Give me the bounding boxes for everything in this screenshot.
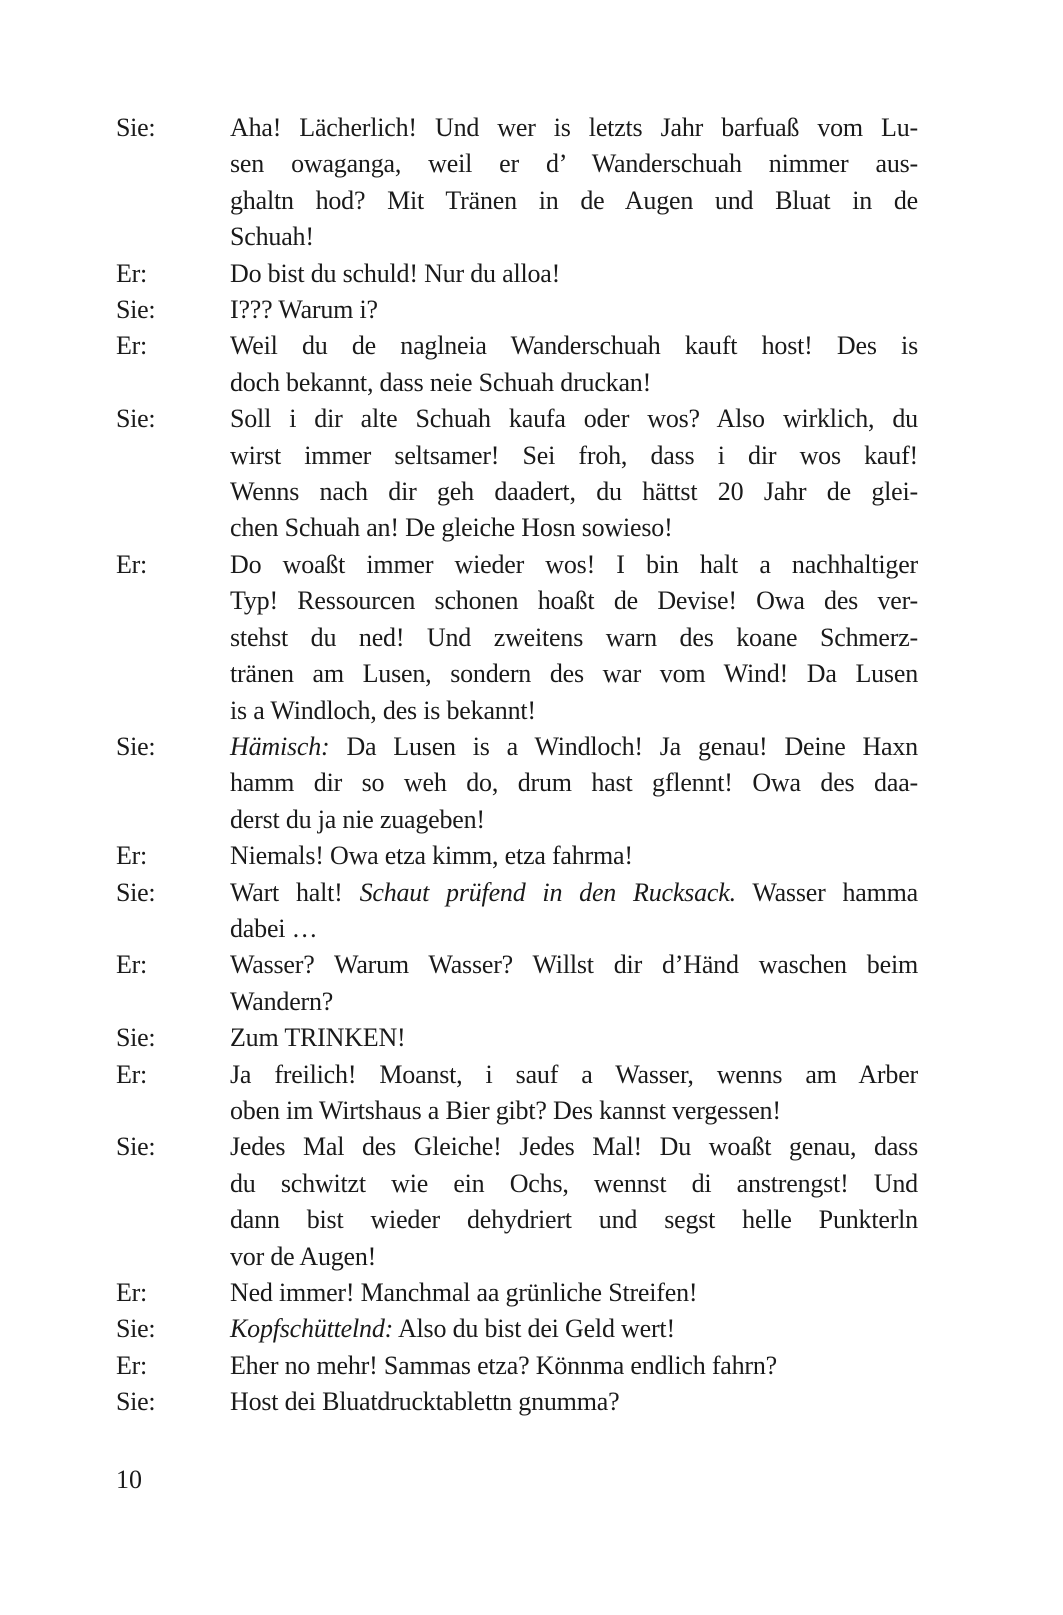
spoken-text: du schwitzt wie ein Ochs, wennst di anstrengst! Und — [230, 1168, 918, 1198]
spoken-text: Also du bist dei Geld wert! — [393, 1314, 675, 1344]
spoken-text: is a Windloch, des is bekannt! — [230, 695, 536, 725]
spoken-text: Soll i dir alte Schuah kaufa oder wos? Also wirklich, du — [230, 404, 918, 434]
dialogue-block — [116, 110, 918, 1421]
text-line — [230, 765, 918, 801]
speaker-label: Er: — [116, 841, 147, 871]
spoken-text: stehst du ned! Und zweitens warn des koane Schmerz- — [230, 622, 918, 652]
speech-text — [230, 838, 918, 874]
text-line — [230, 583, 918, 619]
spoken-text: oben im Wirtshaus a Bier gibt? Des kannst vergessen! — [230, 1095, 781, 1125]
spoken-text: Ned immer! Manchmal aa grünliche Streifen! — [230, 1278, 698, 1307]
stage-direction: Hämisch: — [230, 731, 330, 761]
text-line — [230, 1129, 918, 1165]
speaker-label: Er: — [116, 549, 147, 579]
spoken-text: Jedes Mal des Gleiche! Jedes Mal! Du woaßt genau, dass — [230, 1132, 918, 1162]
text-line — [230, 838, 918, 874]
text-line — [230, 401, 918, 437]
dialogue-turn — [116, 875, 918, 948]
text-line — [230, 1275, 918, 1311]
spoken-text: vor de Augen! — [230, 1241, 377, 1271]
speaker-label: Er: — [116, 1059, 147, 1089]
text-line — [230, 183, 918, 219]
text-line — [230, 256, 918, 292]
spoken-text: doch bekannt, dass neie Schuah druckan! — [230, 367, 652, 397]
speaker-label: Sie: — [116, 1023, 156, 1053]
dialogue-turn — [116, 292, 918, 328]
dialogue-turn — [116, 256, 918, 292]
text-line — [230, 365, 918, 401]
speech-text — [230, 1384, 918, 1420]
spoken-text: Da Lusen is a Windloch! Ja genau! Deine Haxn — [329, 731, 918, 761]
dialogue-turn — [116, 1275, 918, 1311]
speaker-label: Sie: — [116, 1132, 156, 1162]
speech-text — [230, 729, 918, 838]
dialogue-turn — [116, 328, 918, 401]
speech-text — [230, 256, 918, 292]
text-line — [230, 1311, 918, 1347]
spoken-text: Typ! Ressourcen schonen hoaßt de Devise! Owa des ver- — [230, 586, 918, 616]
spoken-text: Do woaßt immer wieder wos! I bin halt a nachhaltiger — [230, 549, 918, 579]
spoken-text: Wenns nach dir geh daadert, du hättst 20 Jahr de glei- — [230, 477, 918, 507]
spoken-text: Schuah! — [230, 222, 314, 252]
text-line — [230, 1166, 918, 1202]
dialogue-turn — [116, 1020, 918, 1056]
page-number: 10 — [116, 1465, 142, 1494]
text-line — [230, 510, 918, 546]
text-line — [230, 1239, 918, 1275]
spoken-text: Wart halt! — [230, 877, 360, 907]
speaker-label: Er: — [116, 258, 147, 288]
speaker-label: Sie: — [116, 1387, 156, 1417]
spoken-text: ghaltn hod? Mit Tränen in de Augen und Bluat in de — [230, 185, 918, 215]
text-line — [230, 547, 918, 583]
dialogue-turn — [116, 401, 918, 547]
speech-text — [230, 1020, 918, 1056]
speech-text — [230, 1348, 918, 1384]
dialogue-turn — [116, 838, 918, 874]
text-line — [230, 1057, 918, 1093]
text-line — [230, 729, 918, 765]
spoken-text: Do bist du schuld! Nur du alloa! — [230, 258, 561, 288]
speaker-label: Er: — [116, 1278, 147, 1307]
speech-text — [230, 547, 918, 729]
speech-text — [230, 1275, 918, 1311]
text-line — [230, 1020, 918, 1056]
speaker-label: Sie: — [116, 113, 156, 142]
text-line — [230, 875, 918, 911]
spoken-text: Zum TRINKEN! — [230, 1023, 406, 1053]
speech-text — [230, 401, 918, 547]
speech-text — [230, 947, 918, 1020]
dialogue-turn — [116, 1057, 918, 1130]
spoken-text: dann bist wieder dehydriert und segst helle Punkterln — [230, 1205, 918, 1235]
speech-text — [230, 1129, 918, 1275]
spoken-text: Wandern? — [230, 986, 334, 1016]
speaker-label: Er: — [116, 331, 147, 361]
spoken-text: Weil du de naglneia Wanderschuah kauft host! Des is — [230, 331, 918, 361]
speech-text — [230, 292, 918, 328]
dialogue-turn — [116, 110, 918, 256]
text-line — [230, 693, 918, 729]
spoken-text: dabei … — [230, 913, 318, 943]
spoken-text: Ja freilich! Moanst, i sauf a Wasser, wenns am Arber — [230, 1059, 918, 1089]
speaker-label: Sie: — [116, 877, 156, 907]
stage-direction: Kopfschüttelnd: — [230, 1314, 394, 1344]
spoken-text: Host dei Bluatdrucktablettn gnumma? — [230, 1387, 620, 1417]
text-line — [230, 146, 918, 182]
spoken-text: tränen am Lusen, sondern des war vom Wind! Da Lusen — [230, 659, 918, 689]
dialogue-turn — [116, 1384, 918, 1420]
text-line — [230, 1093, 918, 1129]
speaker-label: Er: — [116, 950, 147, 980]
dialogue-turn — [116, 947, 918, 1020]
spoken-text: sen owaganga, weil er d’ Wanderschuah nimmer aus- — [230, 149, 918, 179]
dialogue-turn — [116, 1348, 918, 1384]
dialogue-turn — [116, 1129, 918, 1275]
dialogue-turn — [116, 547, 918, 729]
speaker-label: Er: — [116, 1350, 147, 1380]
text-line — [230, 438, 918, 474]
speaker-label: Sie: — [116, 295, 156, 325]
text-line — [230, 474, 918, 510]
speaker-label: Sie: — [116, 1314, 156, 1344]
speaker-label: Sie: — [116, 731, 156, 761]
text-line — [230, 620, 918, 656]
spoken-text: Wasser hamma — [735, 877, 919, 907]
text-line — [230, 911, 918, 947]
text-line — [230, 219, 918, 255]
text-line — [230, 1202, 918, 1238]
text-line — [230, 1348, 918, 1384]
text-line — [230, 328, 918, 364]
text-line — [230, 984, 918, 1020]
dialogue-turn — [116, 1311, 918, 1347]
speech-text — [230, 1311, 918, 1347]
speaker-label: Sie: — [116, 404, 156, 434]
spoken-text: derst du ja nie zuageben! — [230, 804, 485, 834]
text-line — [230, 802, 918, 838]
text-line — [230, 947, 918, 983]
text-line — [230, 656, 918, 692]
speech-text — [230, 1057, 918, 1130]
speech-text — [230, 110, 918, 256]
speech-text — [230, 328, 918, 401]
stage-direction: Schaut prüfend in den Rucksack. — [359, 877, 736, 907]
spoken-text: Niemals! Owa etza kimm, etza fahrma! — [230, 841, 633, 871]
text-line — [230, 1384, 918, 1420]
spoken-text: Aha! Lächerlich! Und wer is letzts Jahr barfuaß vom Lu- — [230, 113, 918, 142]
spoken-text: chen Schuah an! De gleiche Hosn sowieso! — [230, 513, 673, 543]
spoken-text: Wasser? Warum Wasser? Willst dir d’Händ waschen beim — [230, 950, 918, 980]
spoken-text: wirst immer seltsamer! Sei froh, dass i dir wos kauf! — [230, 440, 918, 470]
spoken-text: I??? Warum i? — [230, 295, 378, 325]
dialogue-turn — [116, 729, 918, 838]
speech-text — [230, 875, 918, 948]
text-line — [230, 110, 918, 146]
spoken-text: Eher no mehr! Sammas etza? Könnma endlich fahrn? — [230, 1350, 778, 1380]
spoken-text: hamm dir so weh do, drum hast gflennt! Owa des daa- — [230, 768, 918, 798]
text-line — [230, 292, 918, 328]
